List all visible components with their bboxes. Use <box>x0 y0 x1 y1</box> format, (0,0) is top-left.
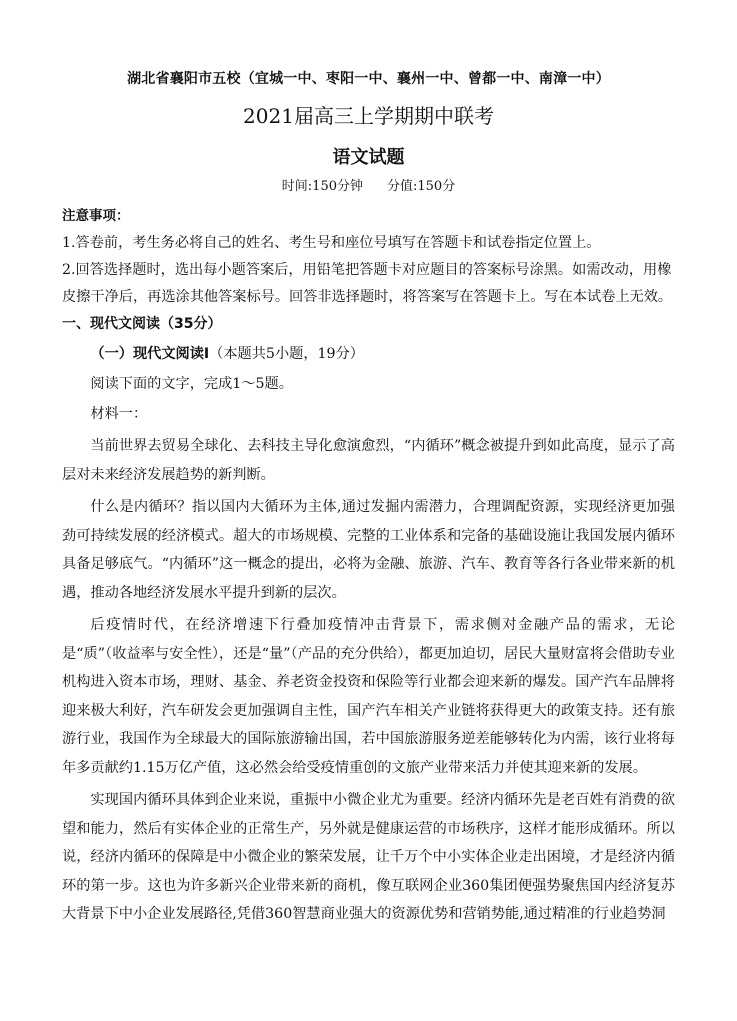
notice-heading: 注意事项： <box>62 208 130 224</box>
exam-title: 2021届高三上学期期中联考 <box>243 104 494 128</box>
exam-time: 时间:150分钟 <box>281 179 363 194</box>
subsection-heading <box>62 340 675 368</box>
section-heading: 一、现代文阅读（35分） <box>62 316 222 332</box>
schools-line: 湖北省襄阳市五校（宜城一中、枣阳一中、襄州一中、曾都一中、南漳一中） <box>127 71 610 87</box>
paragraph-2: 什么是内循环？指以国内大循环为主体,通过发掘内需潜力，合理调配资源，实现经济更加强劲可持续发展的经济模式。超大的市场规模、完整的工业体系和完备的基础设施让我国发展内循环具备足够底气。“内循环”这一概念的提出，必将为金融、旅游、汽车、教育等各行各业带来新的机遇，推动各地经济发展水平提升到新的层次。 <box>62 499 675 601</box>
subsection-label: （一）现代文阅读Ⅰ <box>90 346 210 362</box>
subsection-detail: （本题共5小题，19分） <box>209 346 364 362</box>
paragraph-1: 当前世界去贸易全球化、去科技主导化愈演愈烈，“内循环”概念被提升到如此高度，显示了高层对未来经济发展趋势的新判断。 <box>62 438 675 483</box>
exam-meta <box>62 175 675 194</box>
subject-title: 语文试题 <box>332 147 405 168</box>
paragraph-3: 后疫情时代，在经济增速下行叠加疫情冲击背景下，需求侧对金融产品的需求，无论是“质”（收益率与安全性），还是“量”（产品的充分供给），都更加迫切，居民大量财富将会借助专业机构进入资本市场，理财、基金、养老资金投资和保险等行业都会迎来新的爆发。国产汽车品牌将迎来极大利好，汽车研发会更加强调自主性，国产汽车相关产业链将获得更大的政策支持。还有旅游行业，我国作为全球最大的国际旅游输出国，若中国旅游服务逆差能够转化为内需，该行业将每年多贡献约1.15万亿产值，这必然会给受疫情重创的文旅产业带来活力并使其迎来新的发展。 <box>62 617 675 776</box>
paragraph-4: 实现国内循环具体到企业来说，重振中小微企业尤为重要。经济内循环先是老百姓有消费的欲望和能力，然后有实体企业的正常生产，另外就是健康运营的市场秩序，这样才能形成循环。所以说，经济内循环的保障是中小微企业的繁荣发展，让千万个中小实体企业走出困境，才是经济内循环的第一步。这也为许多新兴企业带来新的商机，像互联网企业360集团便强势聚焦国内经济复苏大背景下中小企业发展路径,凭借360智慧商业强大的资源优势和营销势能,通过精准的行业趋势洞 <box>62 792 675 922</box>
reading-instruction: 阅读下面的文字，完成1～5题。 <box>90 376 293 392</box>
material-label: 材料一： <box>90 406 148 422</box>
notice-item-2: 2.回答选择题时，选出每小题答案后，用铅笔把答题卡对应题目的答案标号涂黑。如需改动，用橡皮擦干净后，再选涂其他答案标号。回答非选择题时，将答案写在答题卡上。写在本试卷上无效。 <box>62 262 673 305</box>
notice-item-1: 1.答卷前，考生务必将自己的姓名、考生号和座位号填写在答题卡和试卷指定位置上。 <box>62 235 601 251</box>
exam-score: 分值:150分 <box>387 179 456 194</box>
